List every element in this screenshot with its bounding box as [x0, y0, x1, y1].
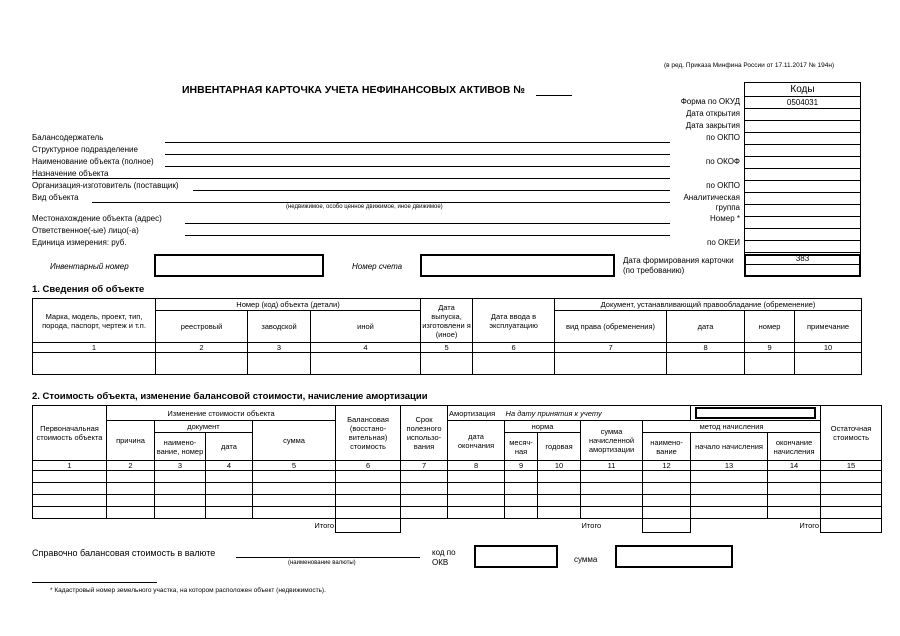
- footnote-divider: [32, 582, 157, 583]
- s2-col-annual: годовая: [538, 433, 581, 461]
- code-label-okpo: по ОКПО: [706, 133, 740, 142]
- s2-col-method-start: начало начисления: [691, 433, 768, 461]
- s1-col-document-group: Документ, устанавливающий правообладание (обременение): [555, 299, 862, 311]
- s2-num-11: 11: [581, 461, 643, 471]
- balance-holder-line[interactable]: [165, 142, 670, 143]
- table-row[interactable]: [33, 507, 882, 519]
- s2-col-accrued: сумма начисленной амортизации: [581, 421, 643, 461]
- code-value-group[interactable]: [745, 217, 861, 229]
- responsible-line[interactable]: [185, 235, 670, 236]
- s2-num-6: 6: [336, 461, 401, 471]
- s2-num-1: 1: [33, 461, 107, 471]
- s1-num-9: 9: [745, 343, 795, 353]
- s2-amort-date-label: На дату принятия к учету: [505, 406, 691, 421]
- manufacturer-label: Организация-изготовитель (поставщик): [32, 181, 179, 190]
- s2-col-reason: причина: [107, 421, 155, 461]
- code-value-blank-2[interactable]: [745, 169, 861, 181]
- s1-col-date: дата: [667, 311, 745, 343]
- s1-num-10: 10: [795, 343, 862, 353]
- total-balance-cell[interactable]: [336, 519, 401, 533]
- s2-num-5: 5: [253, 461, 336, 471]
- code-label-open-date: Дата открытия: [685, 109, 740, 118]
- manufacturer-line[interactable]: [193, 190, 670, 191]
- codes-heading: Коды: [745, 83, 861, 97]
- code-value-blank-3[interactable]: [745, 181, 861, 193]
- s2-col-doc-date: дата: [206, 433, 253, 461]
- code-value-okud[interactable]: 0504031: [745, 97, 861, 109]
- card-date-label: Дата формирования карточки (по требованию): [623, 256, 734, 275]
- code-value-analytic[interactable]: [745, 205, 861, 217]
- object-purpose-label: Назначение объекта: [32, 169, 109, 178]
- table-row[interactable]: [33, 495, 882, 507]
- table-row[interactable]: [33, 483, 882, 495]
- code-value-number[interactable]: [745, 229, 861, 241]
- currency-line[interactable]: [236, 557, 420, 558]
- s2-col-end-date: дата окончания: [448, 421, 505, 461]
- code-value-okei[interactable]: 383: [745, 253, 861, 265]
- s1-col-commission: Дата ввода в эксплуатацию: [473, 299, 555, 343]
- s2-num-13: 13: [691, 461, 768, 471]
- code-value-okpo[interactable]: [745, 133, 861, 145]
- code-value-okpo-2[interactable]: [745, 193, 861, 205]
- footnote: * Кадастровый номер земельного участка, на котором расположен объект (недвижимость).: [50, 587, 326, 594]
- s2-col-norm-group: норма: [505, 421, 581, 433]
- code-label-okud: Форма по ОКУД: [680, 97, 740, 106]
- s2-col-method-name: наимено- вание: [643, 433, 691, 461]
- s1-num-2: 2: [156, 343, 248, 353]
- section2-title: 2. Стоимость объекта, изменение балансовой стоимости, начисление амортизации: [32, 391, 428, 402]
- s2-amort-label: Амортизация: [448, 406, 505, 421]
- s1-col-other: иной: [311, 311, 421, 343]
- responsible-label: Ответственное(-ые) лицо(-а): [32, 226, 139, 235]
- s1-num-7: 7: [555, 343, 667, 353]
- s2-num-8: 8: [448, 461, 505, 471]
- totals-row: [33, 519, 882, 533]
- object-kind-label: Вид объекта: [32, 193, 79, 202]
- s1-col-number: номер: [745, 311, 795, 343]
- s2-col-monthly: месяч- ная: [505, 433, 538, 461]
- s2-col-method-group: метод начисления: [643, 421, 821, 433]
- division-label: Структурное подразделение: [32, 145, 138, 154]
- code-label-analytic: Аналитическая: [683, 193, 740, 202]
- s2-col-change-group: Изменение стоимости объекта: [107, 406, 336, 421]
- code-label-group: группа: [715, 203, 740, 212]
- currency-label: Справочно балансовая стоимость в валюте: [32, 548, 216, 558]
- code-value-blank-4[interactable]: [745, 241, 861, 253]
- sum-label: сумма: [574, 555, 598, 564]
- card-number-line[interactable]: [536, 95, 572, 96]
- page-title: ИНВЕНТАРНАЯ КАРТОЧКА УЧЕТА НЕФИНАНСОВЫХ АКТИВОВ №: [182, 84, 525, 96]
- balance-holder-label: Балансодержатель: [32, 133, 104, 142]
- s2-col-useful-life: Срок полезного использо- вания: [401, 406, 448, 461]
- code-value-blank-1[interactable]: [745, 145, 861, 157]
- code-value-close-date[interactable]: [745, 121, 861, 133]
- s2-num-7: 7: [401, 461, 448, 471]
- s2-col-residual: Остаточная стоимость: [821, 406, 882, 461]
- s2-num-2: 2: [107, 461, 155, 471]
- okv-box[interactable]: [474, 545, 558, 568]
- s1-num-6: 6: [473, 343, 555, 353]
- code-label-okei: по ОКЕИ: [707, 238, 740, 247]
- s1-col-release: Дата выпуска, изготовлени я (иное): [421, 299, 473, 343]
- s2-col-doc-name: наимено- вание, номер: [155, 433, 206, 461]
- s2-num-9: 9: [505, 461, 538, 471]
- s1-num-4: 4: [311, 343, 421, 353]
- code-value-okof[interactable]: [745, 157, 861, 169]
- object-name-line[interactable]: [165, 166, 670, 167]
- account-number-label: Номер счета: [352, 262, 403, 271]
- s2-col-sum: сумма: [253, 421, 336, 461]
- unit-label: Единица измерения: руб.: [32, 238, 127, 247]
- s1-col-registry: реестровый: [156, 311, 248, 343]
- currency-sum-box[interactable]: [615, 545, 733, 568]
- table-row[interactable]: [33, 471, 882, 483]
- code-label-okpo-2: по ОКПО: [706, 181, 740, 190]
- code-label-close-date: Дата закрытия: [685, 121, 740, 130]
- s2-num-14: 14: [768, 461, 821, 471]
- edition-note: (в ред. Приказа Минфина России от 17.11.2017 № 194н): [664, 62, 835, 69]
- s2-amort-date-cell: [691, 406, 821, 421]
- object-kind-line[interactable]: [92, 202, 670, 203]
- s2-num-4: 4: [206, 461, 253, 471]
- division-line[interactable]: [165, 154, 670, 155]
- code-label-okof: по ОКОФ: [705, 157, 740, 166]
- total-label-1: Итого: [314, 521, 335, 531]
- section2-table: [32, 405, 882, 533]
- s1-num-8: 8: [667, 343, 745, 353]
- s2-num-3: 3: [155, 461, 206, 471]
- codes-table: [744, 82, 861, 265]
- s2-num-15: 15: [821, 461, 882, 471]
- code-value-open-date[interactable]: [745, 109, 861, 121]
- s2-num-12: 12: [643, 461, 691, 471]
- s1-num-3: 3: [248, 343, 311, 353]
- s2-col-balance: Балансовая (восстано- вительная) стоимость: [336, 406, 401, 461]
- s1-col-factory: заводской: [248, 311, 311, 343]
- code-label-number: Номер *: [710, 214, 740, 223]
- s1-col-brand: Марка, модель, проект, тип, порода, паспорт, чертеж и т.п.: [33, 299, 156, 343]
- currency-hint: (наименование валюты): [288, 560, 356, 566]
- s1-col-number-group: Номер (код) объекта (детали): [156, 299, 421, 311]
- inventory-number-box[interactable]: [154, 254, 324, 277]
- total-label-2: Итого: [581, 521, 602, 531]
- location-label: Местонахождение объекта (адрес): [32, 214, 162, 223]
- amort-date-box[interactable]: [695, 407, 816, 419]
- s2-col-initial: Первоначальная стоимость объекта: [33, 406, 107, 461]
- s2-col-method-end: окончание начисления: [768, 433, 821, 461]
- s1-num-5: 5: [421, 343, 473, 353]
- s2-col-doc-group: документ: [155, 421, 253, 433]
- total-accrued-cell[interactable]: [643, 519, 691, 533]
- location-line[interactable]: [185, 223, 670, 224]
- object-purpose-line[interactable]: [32, 178, 670, 179]
- total-label-3: Итого: [799, 521, 820, 531]
- okv-label: код по ОКВ: [432, 548, 456, 567]
- account-number-box[interactable]: [420, 254, 615, 277]
- s2-num-10: 10: [538, 461, 581, 471]
- total-residual-cell[interactable]: [821, 519, 882, 533]
- section1-title: 1. Сведения об объекте: [32, 284, 145, 295]
- object-kind-hint: (недвижимое, особо ценное движимое, иное движимое): [286, 204, 443, 210]
- s1-num-1: 1: [33, 343, 156, 353]
- section1-table: [32, 298, 862, 375]
- table-row[interactable]: [33, 353, 862, 375]
- s1-col-right-kind: вид права (обременения): [555, 311, 667, 343]
- card-date-box[interactable]: [744, 254, 861, 277]
- object-name-label: Наименование объекта (полное): [32, 157, 154, 166]
- s1-col-note: примечание: [795, 311, 862, 343]
- inventory-number-label: Инвентарный номер: [50, 262, 129, 271]
